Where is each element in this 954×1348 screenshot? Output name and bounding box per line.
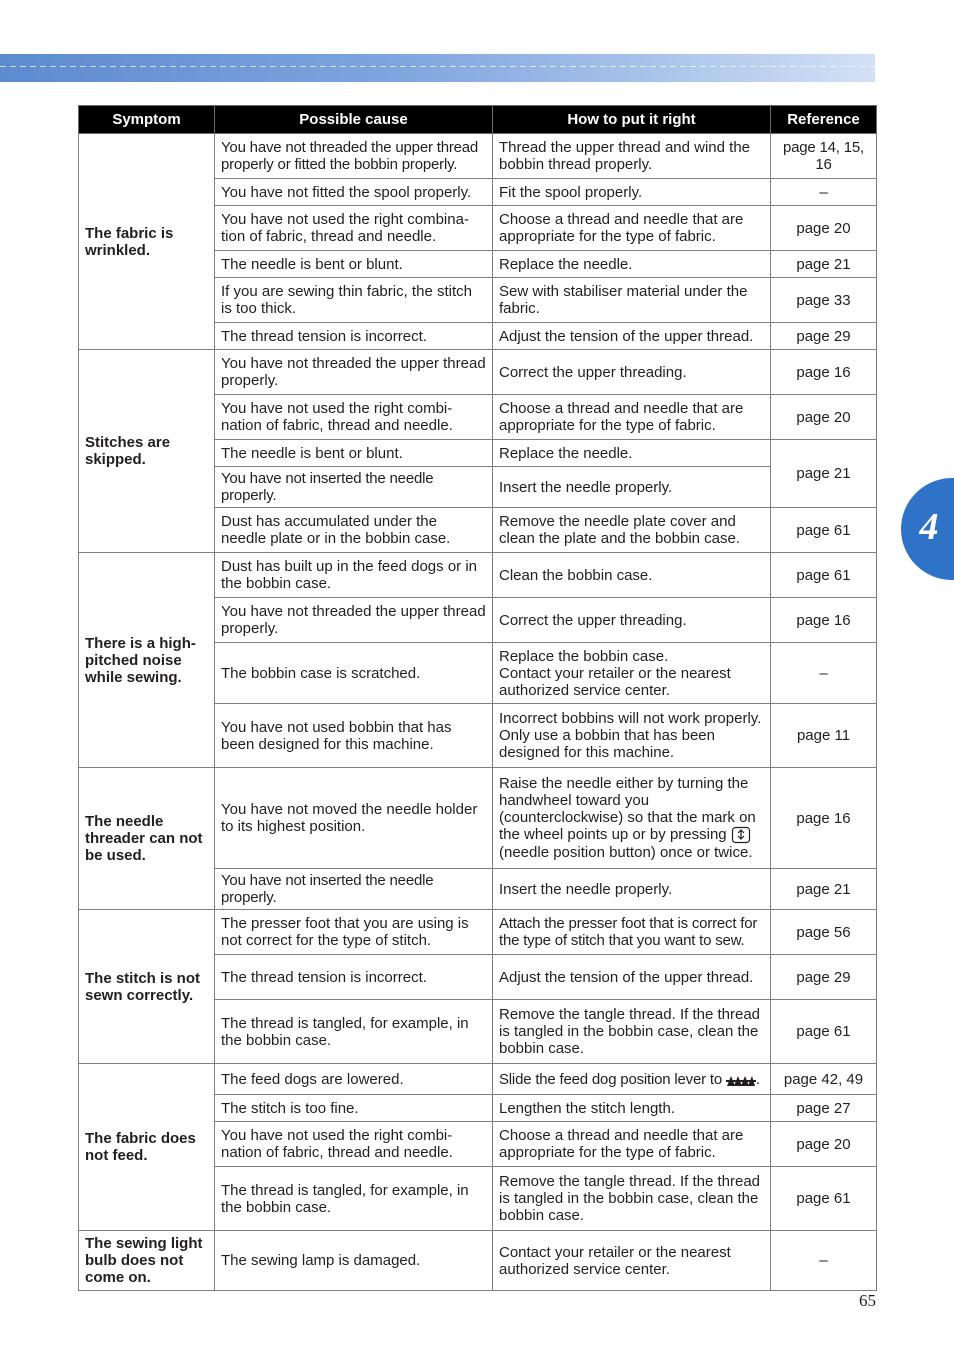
feed-dog-lowered-icon xyxy=(726,1073,756,1087)
table-row xyxy=(79,1231,877,1291)
cause-cell: The needle is bent or blunt. xyxy=(215,440,493,467)
fix-cell xyxy=(493,768,771,869)
fix-cell: Replace the needle. xyxy=(493,251,771,278)
reference-cell: page 16 xyxy=(771,350,877,395)
fix-cell: Remove the needle plate cover and clean the plate and the bobbin case. xyxy=(493,508,771,553)
fix-cell: Incorrect bobbins will not work properly. Only use a bobbin that has been designed for this machine. xyxy=(493,704,771,768)
reference-cell: page 14, 15, 16 xyxy=(771,134,877,179)
reference-cell: page 16 xyxy=(771,598,877,643)
cause-cell: You have not threaded the upper thread properly. xyxy=(215,350,493,395)
cause-cell: Dust has built up in the feed dogs or in the bobbin case. xyxy=(215,553,493,598)
fix-cell xyxy=(493,643,771,704)
reference-cell: page 21 xyxy=(771,869,877,910)
column-header-cause: Possible cause xyxy=(215,106,493,134)
table-header-row xyxy=(79,106,877,134)
cause-cell: You have not used the right combina-tion of fabric, thread and needle. xyxy=(215,206,493,251)
fix-cell: Correct the upper threading. xyxy=(493,598,771,643)
cause-cell: If you are sewing thin fabric, the stitch is too thick. xyxy=(215,278,493,323)
fix-cell: Fit the spool properly. xyxy=(493,179,771,206)
cause-cell: The presser foot that you are using is not correct for the type of stitch. xyxy=(215,910,493,955)
table-row xyxy=(79,768,877,869)
troubleshooting-table xyxy=(78,105,877,1291)
fix-text: Slide the feed dog position lever to xyxy=(499,1070,722,1088)
reference-cell: page 29 xyxy=(771,955,877,1000)
symptom-cell: There is a high-pitched noise while sewing. xyxy=(79,553,215,768)
fix-cell: Contact your retailer or the nearest authorized service center. xyxy=(493,1231,771,1291)
fix-text: . xyxy=(755,1070,760,1088)
reference-cell: page 11 xyxy=(771,704,877,768)
reference-cell: page 61 xyxy=(771,1000,877,1064)
fix-text: (needle position button) once or twice. xyxy=(499,844,753,862)
fix-cell: Adjust the tension of the upper thread. xyxy=(493,323,771,350)
table-row xyxy=(79,350,877,395)
fix-line: Replace the bobbin case. xyxy=(499,647,669,665)
cause-cell: You have not inserted the needle properly. xyxy=(215,467,493,508)
cause-cell: The bobbin case is scratched. xyxy=(215,643,493,704)
cause-cell: The needle is bent or blunt. xyxy=(215,251,493,278)
fix-cell: Remove the tangle thread. If the thread is tangled in the bobbin case, clean the bobbin case. xyxy=(493,1000,771,1064)
symptom-cell: The fabric is wrinkled. xyxy=(79,134,215,350)
reference-cell: page 29 xyxy=(771,323,877,350)
table-row xyxy=(79,1064,877,1095)
table-row xyxy=(79,553,877,598)
fix-cell: Remove the tangle thread. If the thread is tangled in the bobbin case, clean the bobbin case. xyxy=(493,1167,771,1231)
reference-cell: page 21 xyxy=(771,440,877,508)
cause-cell: You have not threaded the upper thread properly. xyxy=(215,598,493,643)
reference-cell: – xyxy=(771,179,877,206)
reference-cell: page 27 xyxy=(771,1095,877,1122)
cause-cell: You have not moved the needle holder to its highest position. xyxy=(215,768,493,869)
fix-cell: Insert the needle properly. xyxy=(493,869,771,910)
cause-cell: Dust has accumulated under the needle plate or in the bobbin case. xyxy=(215,508,493,553)
cause-cell: The thread is tangled, for example, in the bobbin case. xyxy=(215,1000,493,1064)
cause-cell: The thread tension is incorrect. xyxy=(215,955,493,1000)
cause-cell: You have not used the right combi-nation of fabric, thread and needle. xyxy=(215,1122,493,1167)
fix-cell: Replace the needle. xyxy=(493,440,771,467)
needle-position-button-icon xyxy=(731,826,751,844)
fix-cell: Thread the upper thread and wind the bobbin thread properly. xyxy=(493,134,771,179)
cause-cell: The thread is tangled, for example, in the bobbin case. xyxy=(215,1167,493,1231)
cause-cell: The feed dogs are lowered. xyxy=(215,1064,493,1095)
reference-cell: page 61 xyxy=(771,508,877,553)
reference-cell: page 20 xyxy=(771,395,877,440)
fix-cell: Attach the presser foot that is correct for the type of stitch that you want to sew. xyxy=(493,910,771,955)
table-row xyxy=(79,910,877,955)
fix-cell: Insert the needle properly. xyxy=(493,467,771,508)
reference-cell: page 61 xyxy=(771,553,877,598)
cause-cell: You have not threaded the upper thread properly or fitted the bobbin properly. xyxy=(215,134,493,179)
symptom-cell: The needle threader can not be used. xyxy=(79,768,215,910)
reference-cell: page 16 xyxy=(771,768,877,869)
fix-cell: Adjust the tension of the upper thread. xyxy=(493,955,771,1000)
fix-line: Contact your retailer or the nearest authorized service center. xyxy=(499,664,731,699)
column-header-symptom: Symptom xyxy=(79,106,215,134)
header-band xyxy=(0,54,875,82)
page-number: 65 xyxy=(859,1291,876,1310)
column-header-fix: How to put it right xyxy=(493,106,771,134)
chapter-number: 4 xyxy=(919,506,939,548)
cause-cell: The sewing lamp is damaged. xyxy=(215,1231,493,1291)
fix-cell xyxy=(493,1064,771,1095)
symptom-cell: The fabric does not feed. xyxy=(79,1064,215,1231)
fix-cell: Clean the bobbin case. xyxy=(493,553,771,598)
symptom-cell: Stitches are skipped. xyxy=(79,350,215,553)
fix-text: Raise the needle either by turning the handwheel toward you (counterclockwise) so that the mark on the wheel points up or by pressing xyxy=(499,774,756,843)
reference-cell: page 21 xyxy=(771,251,877,278)
cause-cell: The thread tension is incorrect. xyxy=(215,323,493,350)
reference-cell: page 56 xyxy=(771,910,877,955)
reference-cell: page 33 xyxy=(771,278,877,323)
fix-cell: Choose a thread and needle that are appropriate for the type of fabric. xyxy=(493,1122,771,1167)
cause-cell: You have not inserted the needle properly. xyxy=(215,869,493,910)
column-header-reference: Reference xyxy=(771,106,877,134)
cause-cell: You have not fitted the spool properly. xyxy=(215,179,493,206)
cause-cell: You have not used the right combi-nation of fabric, thread and needle. xyxy=(215,395,493,440)
symptom-cell: The sewing light bulb does not come on. xyxy=(79,1231,215,1291)
reference-cell: – xyxy=(771,1231,877,1291)
reference-cell: page 20 xyxy=(771,206,877,251)
fix-cell: Choose a thread and needle that are appropriate for the type of fabric. xyxy=(493,206,771,251)
fix-cell: Sew with stabiliser material under the fabric. xyxy=(493,278,771,323)
reference-cell: – xyxy=(771,643,877,704)
reference-cell: page 61 xyxy=(771,1167,877,1231)
symptom-cell: The stitch is not sewn correctly. xyxy=(79,910,215,1064)
cause-cell: The stitch is too fine. xyxy=(215,1095,493,1122)
fix-cell: Lengthen the stitch length. xyxy=(493,1095,771,1122)
reference-cell: page 20 xyxy=(771,1122,877,1167)
reference-cell: page 42, 49 xyxy=(771,1064,877,1095)
fix-cell: Correct the upper threading. xyxy=(493,350,771,395)
table-row xyxy=(79,134,877,179)
cause-cell: You have not used bobbin that has been designed for this machine. xyxy=(215,704,493,768)
fix-cell: Choose a thread and needle that are appropriate for the type of fabric. xyxy=(493,395,771,440)
